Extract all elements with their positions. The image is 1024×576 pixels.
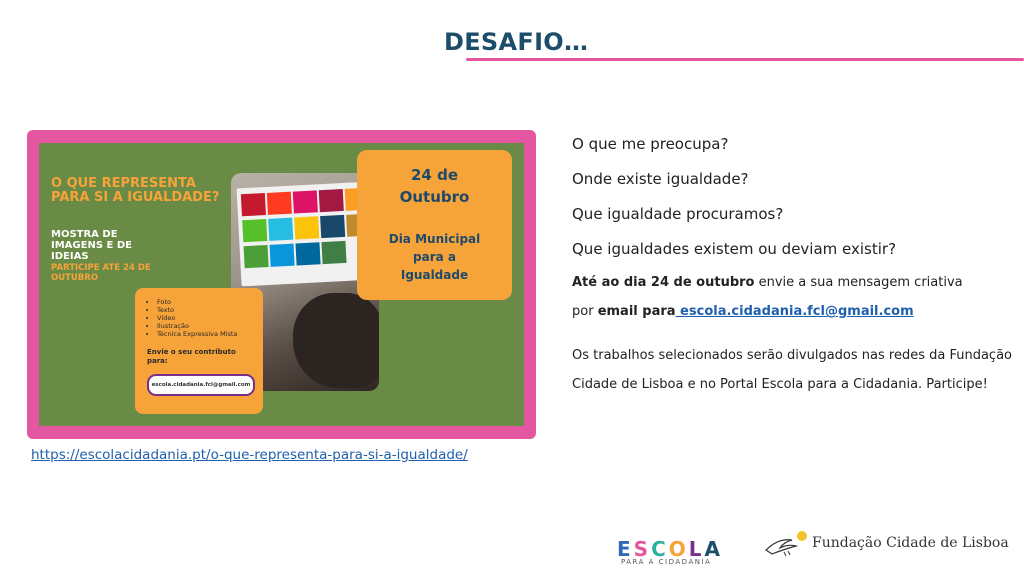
poster-date-box (357, 150, 512, 300)
poster-formats-box (135, 288, 263, 414)
day-line: Igualdade (400, 268, 469, 282)
instruction-rest: envie a sua mensagem criativa (754, 275, 963, 290)
sdg-tile (320, 215, 345, 238)
fcl-bird-icon (764, 528, 810, 558)
sdg-sheet (237, 182, 374, 287)
format-item: • Vídeo (157, 314, 237, 322)
sdg-tile (295, 242, 320, 265)
format-item: • Técnica Expressiva Mista (157, 330, 237, 338)
instruction-line (572, 268, 1012, 297)
date-line: 24 de (410, 166, 458, 184)
email-label: email para (597, 304, 676, 319)
fcl-name: Fundação Cidade de Lisboa (812, 535, 1009, 551)
sdg-tile (293, 190, 318, 213)
day-line: Dia Municipal (388, 232, 481, 246)
sdg-tile (267, 192, 292, 215)
escola-subtitle: PARA A CIDADANIA (621, 558, 712, 566)
escola-letter: L (688, 537, 705, 561)
instruction-prefix: por (572, 304, 598, 319)
format-item: • Ilustração (157, 322, 237, 330)
sdg-tile (242, 219, 267, 242)
question: Que igualdade procuramos? (572, 205, 784, 223)
source-link[interactable]: https://escolacidadania.pt/o-que-representa-para-si-a-igualdade/ (31, 447, 468, 463)
question: Onde existe igualdade? (572, 170, 749, 188)
poster-date (357, 164, 512, 208)
sdg-tile (241, 193, 266, 216)
email-link[interactable]: escola.cidadania.fcl@gmail.com (675, 304, 914, 319)
instructions-text (572, 268, 1012, 326)
question: O que me preocupa? (572, 135, 729, 153)
format-item: • Texto (157, 306, 237, 314)
date-line: Outubro (399, 188, 470, 206)
question: Que igualdades existem ou deviam existir? (572, 240, 897, 258)
escola-letter: E (617, 537, 634, 561)
email-bubble: escola.cidadania.fcl@gmail.com (147, 374, 255, 396)
sdg-tile (270, 244, 295, 267)
escola-letter: S (633, 537, 652, 561)
selection-note: Os trabalhos selecionados serão divulgados nas redes da Fundação Cidade de Lisboa e no Portal Escola para a Cidadania. Participe! (572, 348, 1012, 392)
format-item: • Foto (157, 298, 237, 306)
escola-letter: C (651, 537, 669, 561)
sdg-tile (319, 189, 344, 212)
formats-list (143, 298, 237, 338)
poster-frame (27, 130, 536, 439)
slide-title: DESAFIO… (444, 28, 589, 56)
escola-letter: A (704, 537, 724, 561)
instruction-line (572, 297, 1012, 326)
title-underline (466, 58, 1024, 61)
poster (39, 143, 524, 426)
sdg-tile (268, 218, 293, 241)
poster-headline: O QUE REPRESENTA PARA SI A IGUALDADE? (51, 176, 220, 205)
day-line: para a (413, 250, 456, 264)
sdg-tile (294, 216, 319, 239)
escola-letter: O (668, 537, 689, 561)
poster-participate: PARTICIPE ATÉ 24 DE OUTUBRO (51, 263, 151, 283)
deadline-text: Até ao dia 24 de outubro (572, 275, 755, 290)
poster-subhead: MOSTRA DE IMAGENS E DE IDEIAS (51, 229, 132, 262)
poster-day-name (357, 230, 512, 284)
send-prompt: Envie o seu contributo para: (147, 348, 236, 365)
sdg-tile (321, 241, 346, 264)
person-hair (293, 293, 379, 388)
sdg-tile (244, 245, 269, 268)
